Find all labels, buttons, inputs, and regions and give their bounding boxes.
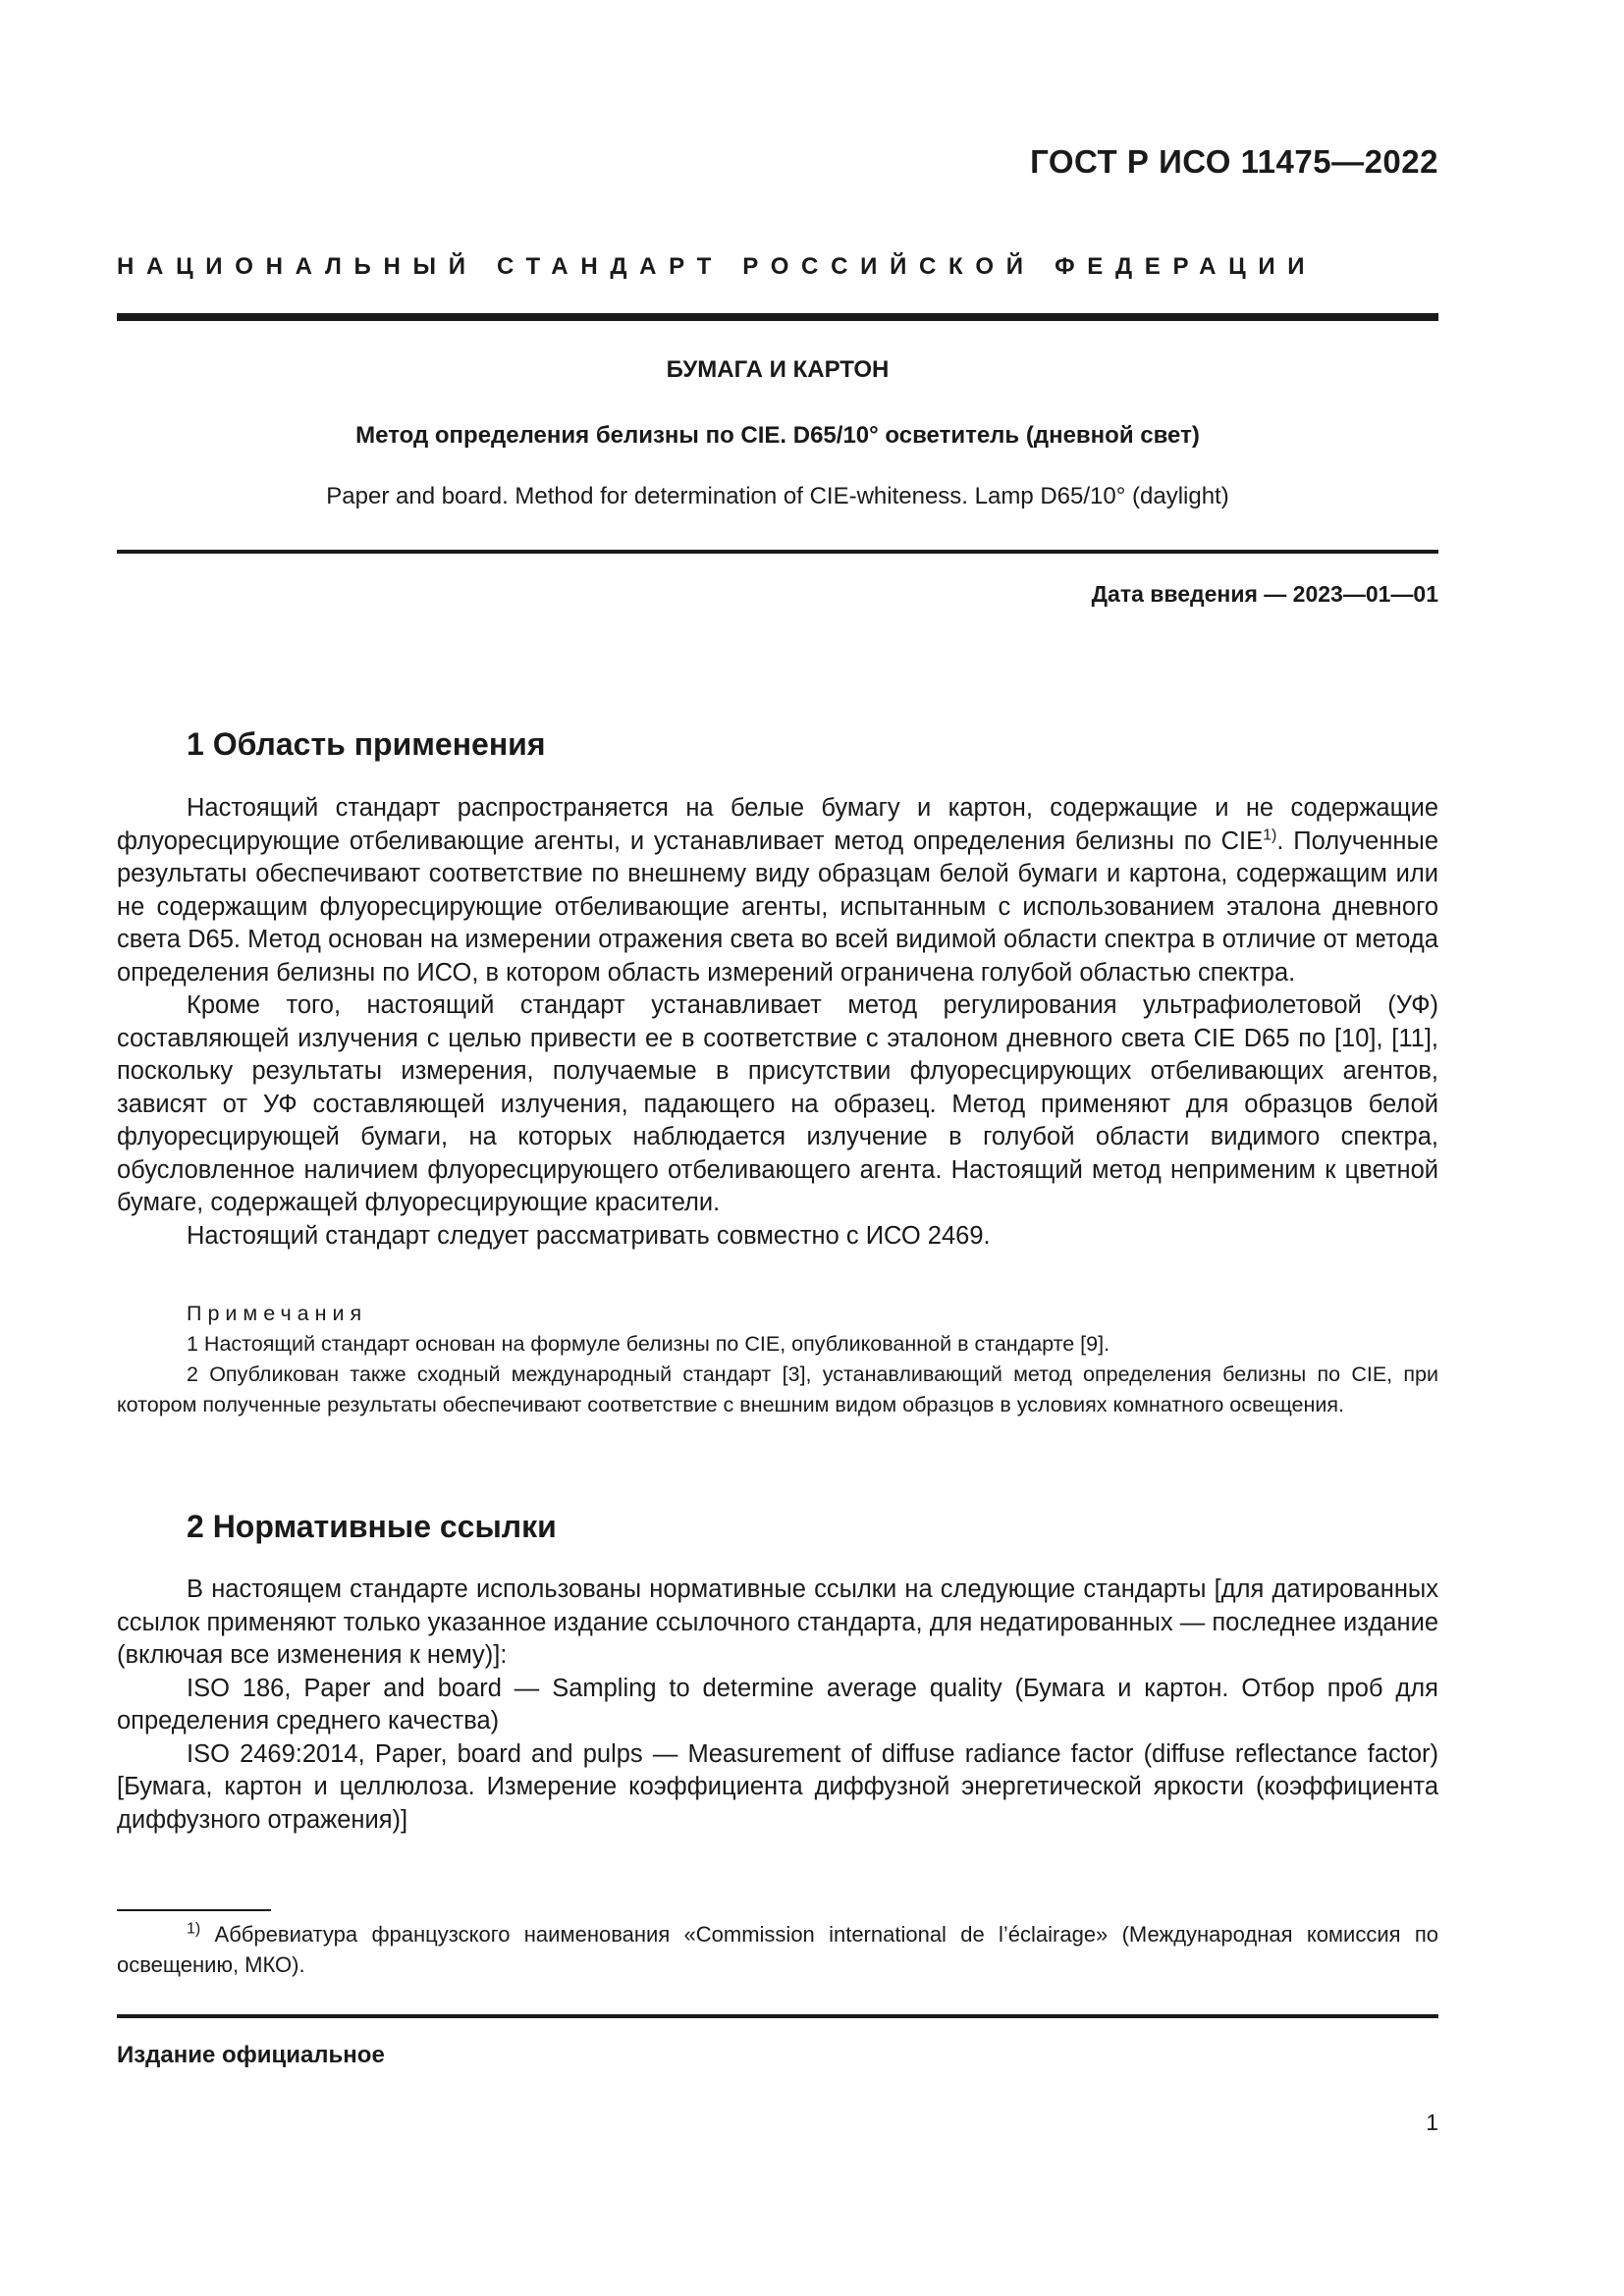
section-1-notes <box>117 1299 1438 1420</box>
header-divider <box>117 313 1438 321</box>
section-1-paragraph-2: Кроме того, настоящий стандарт устанавливает метод регулирования ультрафиолетовой (УФ) составляющей излучения с целью привести ее в соответствие с эталоном дневного света CIE D65 по [10], [11], поскольку результаты измерения, получаемые в присутствии флуоресцирующих отбеливающих агентов, зависят от УФ составляющей излучения, падающего на образец. Метод применяют для образцов белой флуоресцирующей бумаги, на которых наблюдается излучение в голубой области видимого спектра, обусловленное наличием флуоресцирующего отбеливающего агента. Настоящий метод неприменим к цветной бумаге, содержащей флуоресцирующие красители. <box>117 991 1438 1216</box>
normative-reference-1: ISO 186, Paper and board — Sampling to determine average quality (Бумага и картон. Отбор проб для определения среднего качества) <box>117 1674 1438 1735</box>
section-2-paragraph-1: В настоящем стандарте использованы нормативные ссылки на следующие стандарты [для датированных ссылок применяют только указанное издание ссылочного стандарта, для недатированных — последнее издание (включая все изменения к нему)]: <box>117 1575 1438 1669</box>
section-1-heading: 1 Область применения <box>187 726 546 762</box>
normative-reference-2: ISO 2469:2014, Paper, board and pulps — Measurement of diffuse radiance factor (diffuse reflectance factor) [Бумага, картон и целлюлоза. Измерение коэффициента диффузной энергетической яркости (коэффициента диффузного отражения)] <box>117 1739 1438 1834</box>
document-number: ГОСТ Р ИСО 11475—2022 <box>1030 143 1438 180</box>
document-subtitle: Метод определения белизны по CIE. D65/10° осветитель (дневной свет) <box>355 422 1200 449</box>
document-title: БУМАГА И КАРТОН <box>666 356 890 383</box>
section-1-paragraph-3: Настоящий стандарт следует рассматривать совместно с ИСО 2469. <box>187 1221 991 1250</box>
introduction-date: Дата введения — 2023—01—01 <box>1091 581 1438 607</box>
notes-title: Примечания <box>187 1302 368 1325</box>
title-divider <box>117 550 1438 554</box>
document-title-english: Paper and board. Method for determination of CIE-whiteness. Lamp D65/10° (daylight) <box>326 483 1229 509</box>
section-2-heading: 2 Нормативные ссылки <box>187 1509 557 1544</box>
footnote-ref: 1) <box>1263 827 1277 843</box>
official-edition-label: Издание официальное <box>117 2042 385 2068</box>
footnote-marker: 1) <box>187 1920 201 1938</box>
section-1-paragraph-1: Настоящий стандарт распространяется на белые бумагу и картон, содержащие и не содержащие флуоресцирующие отбеливающие агенты, и устанавливает метод определения белизны по CIE$^{1)}$. Полученные результаты обеспечивают соответствие по внешнему виду образцам белой бумаги и картона, содержащим или не содержащим флуоресцирующие отбеливающие агенты, испытанным с использованием эталона дневного света D65. Метод основан на измерении отражения света во всей видимой области спектра в отличие от метода определения белизны по ИСО, в котором область измерений ограничена голубой областью спектра. <box>117 794 1439 987</box>
footer-divider <box>117 2014 1438 2018</box>
footnote-separator <box>117 1909 271 1911</box>
footnote <box>117 1919 1438 1980</box>
page-number: 1 <box>1426 2109 1438 2135</box>
note-2: 2 Опубликован также сходный международный стандарт [3], устанавливающий метод определения белизны по CIE, при котором полученные результаты обеспечивают соответствие с внешним видом образцов в условиях комнатного освещения. <box>117 1362 1438 1416</box>
section-1-body <box>117 792 1438 1253</box>
national-standard-banner: НАЦИОНАЛЬНЫЙ СТАНДАРТ РОССИЙСКОЙ ФЕДЕРАЦИИ <box>117 253 1318 280</box>
section-2-body <box>117 1574 1438 1837</box>
footnote-1: $^{1)}$ Аббревиатура французского наименования «Commission international de l’éclairage» (Международная комиссия по освещению, МКО). <box>117 1920 1438 1977</box>
note-1: 1 Настоящий стандарт основан на формуле белизны по CIE, опубликованной в стандарте [9]. <box>187 1332 1110 1356</box>
